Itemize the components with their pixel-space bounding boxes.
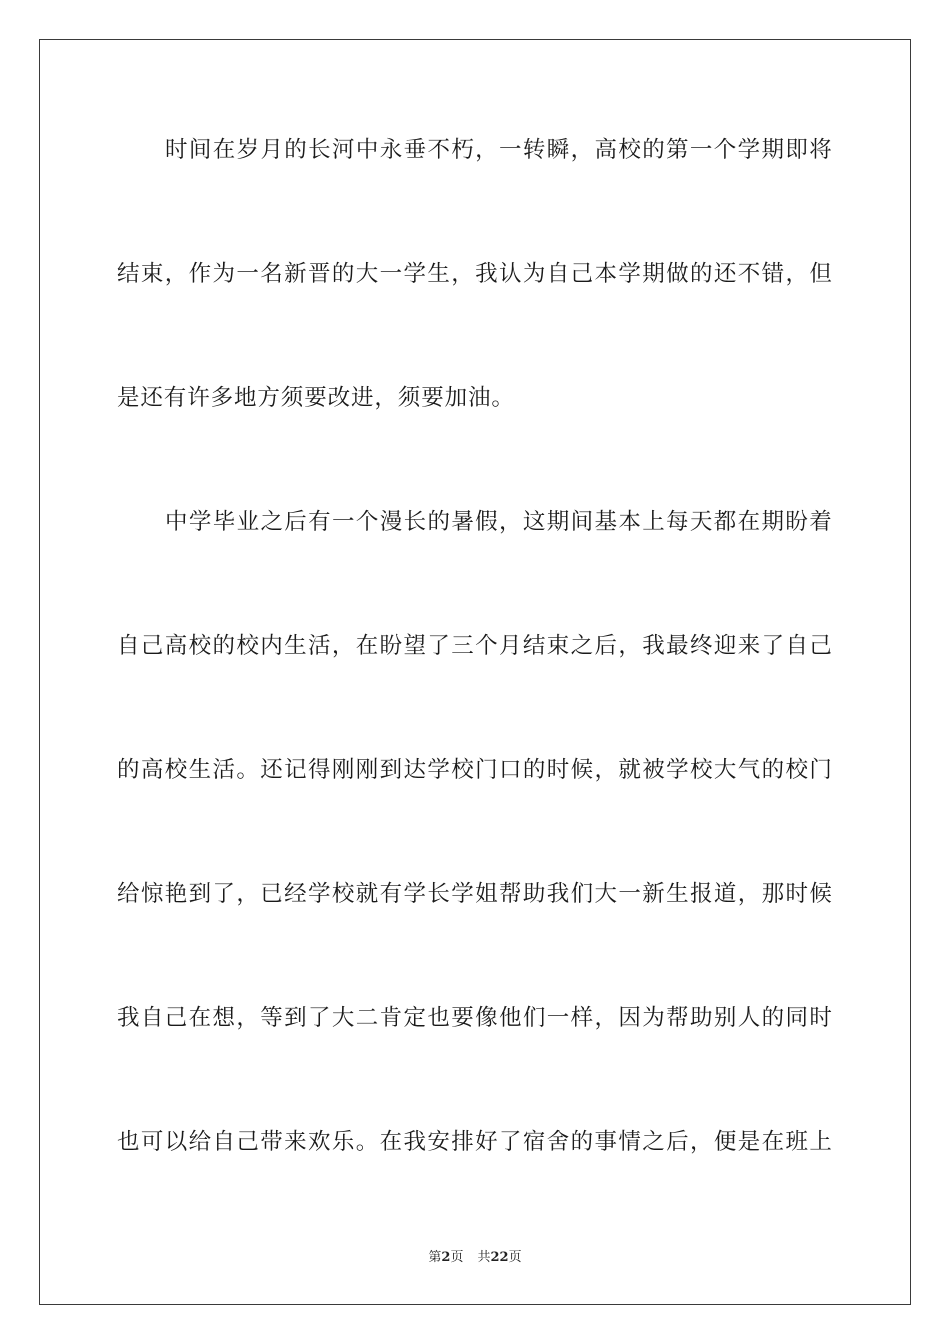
- glyph: 欢: [308, 1129, 332, 1155]
- glyph: 盼: [379, 633, 404, 659]
- glyph: 事: [594, 1129, 618, 1155]
- glyph: 班: [785, 1129, 809, 1155]
- glyph: 带: [260, 1129, 284, 1155]
- glyph: 月: [499, 633, 523, 659]
- glyph: 校: [785, 757, 809, 783]
- glyph: 期: [546, 509, 571, 535]
- glyph: 了: [308, 1005, 332, 1031]
- glyph: 本: [618, 509, 642, 535]
- glyph: 有: [308, 509, 332, 535]
- glyph: 在: [737, 509, 762, 535]
- glyph: 都: [713, 509, 738, 535]
- glyph: 就: [618, 757, 642, 783]
- paragraph-2-line-4: [117, 879, 833, 909]
- glyph: 每: [666, 509, 690, 535]
- glyph: 。: [355, 1129, 380, 1155]
- glyph: 我: [475, 261, 499, 287]
- glyph: 助: [522, 881, 547, 907]
- glyph: ，: [475, 137, 499, 163]
- glyph: 己: [809, 633, 833, 659]
- glyph: 们: [570, 881, 595, 907]
- glyph: 可: [140, 1129, 165, 1155]
- glyph: 情: [618, 1129, 642, 1155]
- glyph: 口: [499, 757, 523, 783]
- glyph: 垂: [403, 137, 427, 163]
- glyph: 时: [785, 881, 809, 907]
- glyph: 迎: [713, 633, 738, 659]
- glyph: ，: [236, 1005, 260, 1031]
- glyph: 有: [379, 881, 404, 907]
- glyph: 帮: [499, 881, 523, 907]
- glyph: ，: [690, 1129, 714, 1155]
- glyph: 名: [260, 261, 284, 287]
- glyph: 内: [260, 633, 284, 659]
- paragraph-2-line-3: [117, 755, 833, 785]
- glyph: 刚: [355, 757, 380, 783]
- glyph: 这: [522, 509, 547, 535]
- glyph: 新: [284, 261, 308, 287]
- glyph: 第: [666, 137, 690, 163]
- glyph: 漫: [379, 509, 404, 535]
- glyph: 为: [642, 1005, 666, 1031]
- glyph: 的: [284, 137, 308, 163]
- glyph: ，: [451, 261, 475, 287]
- glyph: 高: [164, 633, 189, 659]
- glyph: 长: [403, 509, 427, 535]
- glyph: 毕: [212, 509, 237, 535]
- glyph: 在: [379, 1129, 404, 1155]
- glyph: 自: [212, 1129, 236, 1155]
- glyph: 三: [451, 633, 475, 659]
- glyph: 己: [164, 1005, 189, 1031]
- glyph: 二: [355, 1005, 380, 1031]
- glyph: 新: [642, 881, 666, 907]
- glyph: 便: [713, 1129, 738, 1155]
- glyph: 大: [331, 1005, 356, 1031]
- paragraph-2-line-1: [117, 507, 833, 537]
- glyph: 中: [165, 509, 189, 535]
- glyph: 的: [522, 757, 547, 783]
- glyph: 乐: [331, 1129, 356, 1155]
- glyph: 学: [403, 261, 427, 287]
- glyph: 的: [761, 757, 786, 783]
- glyph: 永: [379, 137, 404, 163]
- page-border: [39, 39, 911, 1305]
- total-suffix: 页: [508, 1250, 522, 1265]
- glyph: 大: [355, 261, 380, 287]
- glyph: 姐: [475, 881, 499, 907]
- glyph: 学: [737, 137, 762, 163]
- glyph: 结: [522, 633, 547, 659]
- glyph: 安: [427, 1129, 451, 1155]
- glyph: 认: [499, 261, 523, 287]
- glyph: 生: [427, 261, 451, 287]
- glyph: 后: [284, 509, 308, 535]
- glyph: 想: [212, 1005, 236, 1031]
- glyph: 暑: [451, 509, 475, 535]
- glyph: 道: [713, 881, 738, 907]
- glyph: 自: [785, 633, 809, 659]
- glyph: 时: [165, 137, 189, 163]
- glyph: 上: [642, 509, 666, 535]
- glyph: 我: [546, 881, 571, 907]
- glyph: 一: [236, 261, 260, 287]
- glyph: 的: [117, 757, 141, 783]
- glyph: 别: [713, 1005, 738, 1031]
- glyph: 作: [188, 261, 213, 287]
- glyph: 期: [642, 261, 666, 287]
- glyph: 门: [475, 757, 499, 783]
- glyph: 学: [308, 881, 332, 907]
- glyph: 得: [308, 757, 332, 783]
- glyph: 一: [546, 1005, 571, 1031]
- glyph: 就: [355, 881, 380, 907]
- glyph: 我: [117, 1005, 141, 1031]
- glyph: 活: [308, 633, 332, 659]
- glyph: 高: [140, 757, 165, 783]
- glyph: 束: [140, 261, 165, 287]
- paragraph-2-line-5: [117, 1003, 833, 1033]
- glyph: 到: [188, 881, 213, 907]
- glyph: 瞬: [546, 137, 571, 163]
- glyph: 来: [737, 633, 762, 659]
- glyph: 候: [570, 757, 595, 783]
- glyph: 基: [594, 509, 618, 535]
- glyph: 也: [427, 1005, 451, 1031]
- glyph: 将: [809, 137, 833, 163]
- glyph: 生: [666, 881, 690, 907]
- glyph: ，: [236, 881, 260, 907]
- paragraph-1-line-2: [117, 259, 833, 289]
- glyph: 像: [475, 1005, 499, 1031]
- glyph: 天: [689, 509, 714, 535]
- glyph: 候: [809, 881, 833, 907]
- glyph: 月: [260, 137, 284, 163]
- glyph: 校: [618, 137, 642, 163]
- glyph: 为: [212, 261, 236, 287]
- glyph: 也: [117, 1129, 141, 1155]
- glyph: 学: [451, 881, 475, 907]
- glyph: 期: [761, 509, 785, 535]
- glyph: 在: [355, 633, 380, 659]
- glyph: 间: [570, 509, 595, 535]
- glyph: 的: [761, 1005, 786, 1031]
- glyph: 已: [260, 881, 284, 907]
- glyph: 上: [809, 1129, 833, 1155]
- glyph: 后: [594, 633, 618, 659]
- glyph: 的: [427, 509, 451, 535]
- glyph: 岁: [236, 137, 260, 163]
- glyph: 终: [690, 633, 714, 659]
- glyph: 到: [284, 1005, 308, 1031]
- glyph: 要: [451, 1005, 475, 1031]
- glyph: 结: [117, 261, 141, 287]
- glyph: 最: [666, 633, 690, 659]
- glyph: 校: [451, 757, 475, 783]
- glyph: 以: [164, 1129, 189, 1155]
- glyph: 在: [761, 1129, 786, 1155]
- glyph: 间: [188, 137, 213, 163]
- glyph: 好: [475, 1129, 499, 1155]
- glyph: ，: [594, 1005, 618, 1031]
- glyph: 做: [666, 261, 690, 287]
- glyph: 是: [737, 1129, 762, 1155]
- glyph: 他: [499, 1005, 523, 1031]
- glyph: ，: [499, 509, 523, 535]
- glyph: 着: [809, 509, 833, 535]
- glyph: 一: [379, 261, 404, 287]
- glyph: 学: [188, 509, 213, 535]
- glyph: 一: [499, 137, 523, 163]
- glyph: 之: [260, 509, 284, 535]
- glyph: ，: [737, 881, 762, 907]
- glyph: 生: [188, 757, 213, 783]
- glyph: 但: [809, 261, 833, 287]
- glyph: 为: [522, 261, 547, 287]
- glyph: 的: [642, 137, 666, 163]
- paragraph-2-line-6: [117, 1127, 833, 1157]
- glyph: 助: [690, 1005, 714, 1031]
- glyph: 校: [164, 757, 189, 783]
- glyph: 来: [284, 1129, 308, 1155]
- glyph: 本: [594, 261, 618, 287]
- glyph: 校: [236, 633, 260, 659]
- glyph: 朽: [451, 137, 475, 163]
- glyph: 个: [713, 137, 738, 163]
- glyph: 们: [522, 1005, 547, 1031]
- glyph: 一: [332, 509, 356, 535]
- glyph: 束: [546, 633, 571, 659]
- glyph: 个: [475, 633, 499, 659]
- glyph: 帮: [666, 1005, 690, 1031]
- glyph: 时: [809, 1005, 833, 1031]
- glyph: 学: [666, 757, 690, 783]
- glyph: 自: [140, 1005, 165, 1031]
- glyph: 即: [785, 137, 809, 163]
- glyph: 那: [761, 881, 786, 907]
- glyph: 刚: [331, 757, 356, 783]
- glyph: 门: [809, 757, 833, 783]
- glyph: 校: [331, 881, 356, 907]
- glyph: 记: [284, 757, 308, 783]
- glyph: 一: [689, 137, 714, 163]
- glyph: 假: [475, 509, 499, 535]
- total-prefix: 共: [477, 1250, 491, 1265]
- glyph: 一: [618, 881, 642, 907]
- glyph: 业: [236, 509, 260, 535]
- glyph: 校: [188, 633, 213, 659]
- glyph: 之: [570, 633, 595, 659]
- page-suffix: 页: [450, 1250, 464, 1265]
- page-footer: [0, 1246, 950, 1265]
- glyph: 后: [666, 1129, 690, 1155]
- glyph: 学: [618, 261, 642, 287]
- glyph: 校: [690, 757, 714, 783]
- glyph: ，: [164, 261, 189, 287]
- glyph: 长: [427, 881, 451, 907]
- glyph: 我: [403, 1129, 427, 1155]
- paragraph-2-line-2: [117, 631, 833, 661]
- glyph: 转: [522, 137, 547, 163]
- glyph: 不: [737, 261, 762, 287]
- glyph: 在: [212, 137, 237, 163]
- paragraph-1-line-1: [117, 135, 833, 165]
- glyph: 大: [713, 757, 738, 783]
- total-pages: 22: [490, 1250, 509, 1265]
- glyph: 的: [212, 633, 236, 659]
- glyph: 错: [761, 261, 786, 287]
- glyph: 时: [546, 757, 571, 783]
- glyph: 晋: [308, 261, 332, 287]
- glyph: 河: [332, 137, 356, 163]
- glyph: 报: [690, 881, 714, 907]
- glyph: 艳: [164, 881, 189, 907]
- glyph: 还: [713, 261, 738, 287]
- glyph: 因: [618, 1005, 642, 1031]
- glyph: 给: [188, 1129, 213, 1155]
- page-prefix: 第: [428, 1250, 442, 1265]
- glyph: 盼: [785, 509, 809, 535]
- glyph: 了: [761, 633, 786, 659]
- glyph: ，: [618, 633, 642, 659]
- glyph: 的: [570, 1129, 595, 1155]
- glyph: 到: [379, 757, 404, 783]
- glyph: 期: [761, 137, 785, 163]
- glyph: 的: [331, 261, 356, 287]
- glyph: 了: [212, 881, 236, 907]
- glyph: 肯: [379, 1005, 404, 1031]
- glyph: 了: [427, 633, 451, 659]
- glyph: 自: [546, 261, 571, 287]
- glyph: 我: [642, 633, 666, 659]
- glyph: ，: [331, 633, 356, 659]
- glyph: 在: [188, 1005, 213, 1031]
- glyph: 高: [594, 137, 618, 163]
- glyph: ，: [594, 757, 618, 783]
- page-number: 2: [441, 1250, 451, 1265]
- glyph: 同: [785, 1005, 809, 1031]
- glyph: 己: [140, 633, 165, 659]
- glyph: 给: [117, 881, 141, 907]
- glyph: 宿: [522, 1129, 547, 1155]
- glyph: 不: [427, 137, 451, 163]
- glyph: 长: [308, 137, 332, 163]
- glyph: 排: [451, 1129, 475, 1155]
- text-run: 是还有许多地方须要改进，须要加油。: [117, 385, 515, 411]
- glyph: 自: [117, 633, 141, 659]
- glyph: 己: [570, 261, 595, 287]
- glyph: 了: [499, 1129, 523, 1155]
- glyph: 舍: [546, 1129, 571, 1155]
- glyph: 己: [236, 1129, 260, 1155]
- glyph: 生: [284, 633, 308, 659]
- glyph: 学: [403, 881, 427, 907]
- glyph: 学: [427, 757, 451, 783]
- glyph: 被: [642, 757, 666, 783]
- glyph: 个: [355, 509, 380, 535]
- glyph: 经: [284, 881, 308, 907]
- glyph: 活: [212, 757, 236, 783]
- glyph: 还: [260, 757, 284, 783]
- paragraph-1-line-3: [117, 383, 833, 413]
- glyph: 惊: [140, 881, 165, 907]
- glyph: 人: [737, 1005, 762, 1031]
- glyph: 望: [403, 633, 427, 659]
- glyph: 。: [236, 757, 260, 783]
- glyph: 中: [355, 137, 380, 163]
- glyph: 之: [642, 1129, 666, 1155]
- glyph: ，: [785, 261, 809, 287]
- glyph: 大: [594, 881, 618, 907]
- glyph: 的: [690, 261, 714, 287]
- glyph: 等: [260, 1005, 284, 1031]
- glyph: 气: [737, 757, 762, 783]
- glyph: 样: [570, 1005, 595, 1031]
- glyph: 达: [403, 757, 427, 783]
- glyph: ，: [570, 137, 595, 163]
- glyph: 定: [403, 1005, 427, 1031]
